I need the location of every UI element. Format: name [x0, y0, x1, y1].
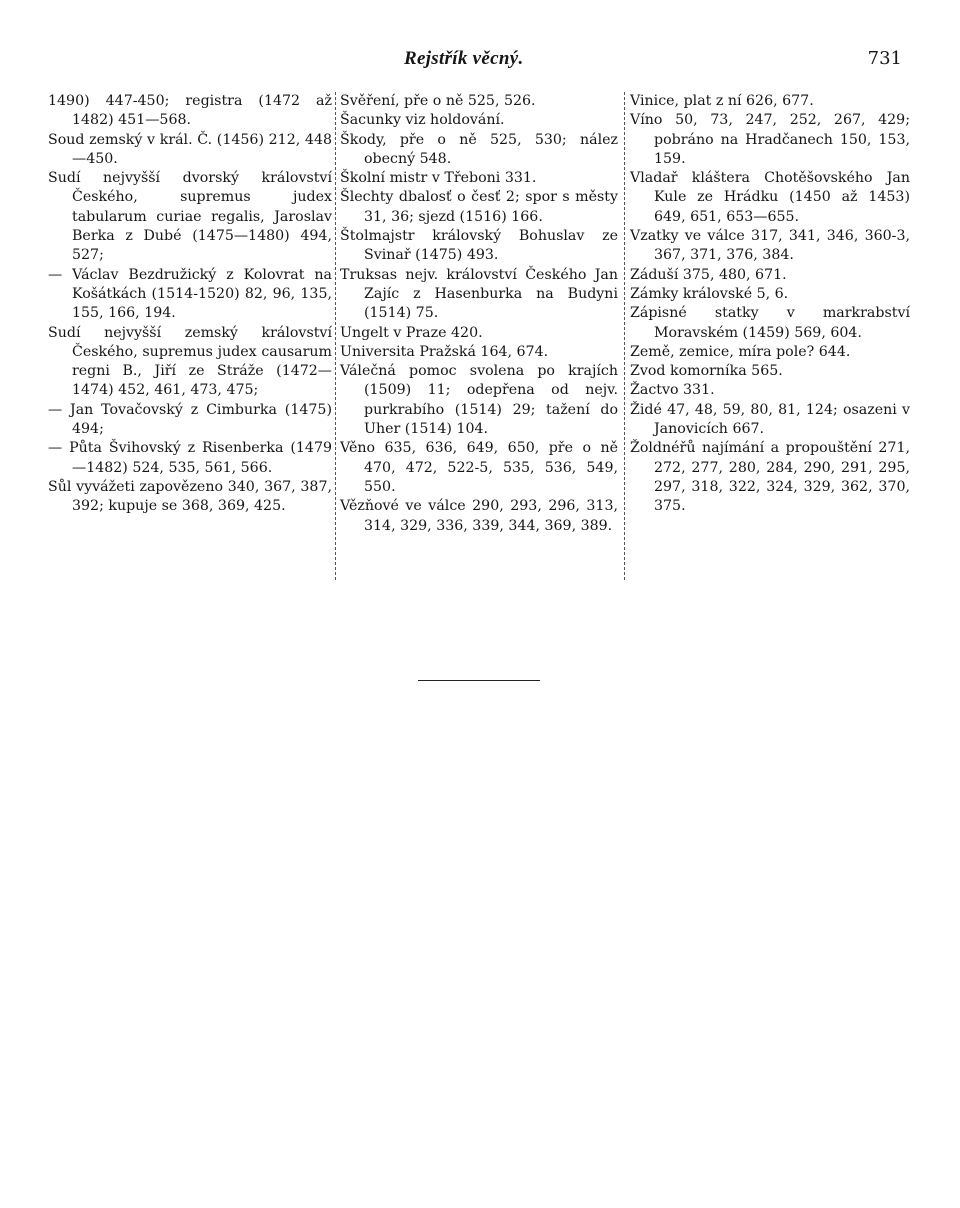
index-entry: Vinice, plat z ní 626, 677.: [630, 93, 814, 109]
index-entry: 1490) 447-450; registra (1472 až 1482) 451—568.: [48, 93, 332, 129]
page-header: [0, 48, 960, 74]
index-entry: Zápisné statky v markrabství Moravském (1459) 569, 604.: [630, 305, 910, 341]
index-entry: Vězňové ve válce 290, 293, 296, 313, 314, 329, 336, 339, 344, 369, 389.: [340, 498, 618, 534]
index-subentry: — Jan Tovačovský z Cimburka (1475) 494;: [48, 401, 332, 438]
index-entry: Záduší 375, 480, 671.: [630, 266, 787, 283]
index-subentry: — Půta Švihovský z Risenberka (1479—1482) 524, 535, 561, 566.: [48, 440, 332, 476]
running-title: Rejstřík věcný.: [404, 48, 524, 69]
index-entry: Víno 50, 73, 247, 252, 267, 429; pobráno na Hradčanech 150, 153, 159.: [630, 112, 910, 167]
index-entry: Školní mistr v Třeboni 331.: [340, 170, 537, 187]
index-entry: Zámky královské 5, 6.: [630, 285, 789, 302]
index-entry: Vzatky ve válce 317, 341, 346, 360-3, 367, 371, 376, 384.: [630, 228, 910, 264]
index-entry: Válečná pomoc svolena po krajích (1509) 11; odepřena od nejv. purkrabího (1514) 29; tažení do Uher (1514) 104.: [340, 363, 618, 438]
index-entry: Zvod komorníka 565.: [630, 363, 783, 380]
index-column-3: [630, 92, 910, 517]
page-number: 731: [867, 48, 902, 69]
index-entry: Země, zemice, míra pole? 644.: [630, 343, 851, 360]
end-rule: [418, 680, 540, 681]
index-column-2: [340, 92, 618, 536]
index-entry: Škody, pře o ně 525, 530; nález obecný 548.: [340, 131, 618, 167]
index-entry: Žoldnéřů najímání a propouštění 271, 272, 277, 280, 284, 290, 291, 295, 297, 318, 322, 324, 329, 362, 370, 375.: [630, 440, 910, 515]
index-entry: Sůl vyvážeti zapovězeno 340, 367, 387, 392; kupuje se 368, 369, 425.: [48, 478, 332, 515]
index-entry: Vladař kláštera Chotěšovského Jan Kule ze Hrádku (1450 až 1453) 649, 651, 653—655.: [630, 170, 910, 225]
index-subentry: — Václav Bezdružický z Kolovrat na Košátkách (1514-1520) 82, 96, 135, 155, 166, 194.: [48, 266, 332, 322]
index-entry: Štolmajstr královský Bohuslav ze Svinař (1475) 493.: [340, 228, 618, 264]
index-entry: Žactvo 331.: [630, 382, 715, 399]
index-entry: Sudí nejvyšší dvorský království Českého, supremus judex tabularum curiae regalis, Jaroslav Berka z Dubé (1475—1480) 494, 527;: [48, 170, 332, 264]
index-entry: Věno 635, 636, 649, 650, pře o ně 470, 472, 522-5, 535, 536, 549, 550.: [340, 440, 618, 495]
index-entry: Ungelt v Praze 420.: [340, 324, 483, 341]
index-column-1: [48, 92, 332, 517]
index-entry: Šlechty dbalosť o česť 2; spor s městy 31, 36; sjezd (1516) 166.: [340, 189, 618, 225]
index-entry: Sudí nejvyšší zemský království Českého, supremus judex causarum regni B., Jiří ze Stráže (1472—1474) 452, 461, 473, 475;: [48, 324, 332, 399]
column-divider: [335, 92, 336, 580]
index-entry: Židé 47, 48, 59, 80, 81, 124; osazeni v Janovicích 667.: [630, 401, 910, 438]
index-entry: Truksas nejv. království Českého Jan Zajíc z Hasenburka na Budyni (1514) 75.: [340, 266, 618, 322]
column-divider: [624, 92, 625, 580]
index-entry: Universita Pražská 164, 674.: [340, 343, 549, 360]
index-entry: Svěření, pře o ně 525, 526.: [340, 93, 536, 109]
index-entry: Šacunky viz holdování.: [340, 112, 505, 129]
index-entry: Soud zemský v král. Č. (1456) 212, 448—450.: [48, 131, 332, 167]
